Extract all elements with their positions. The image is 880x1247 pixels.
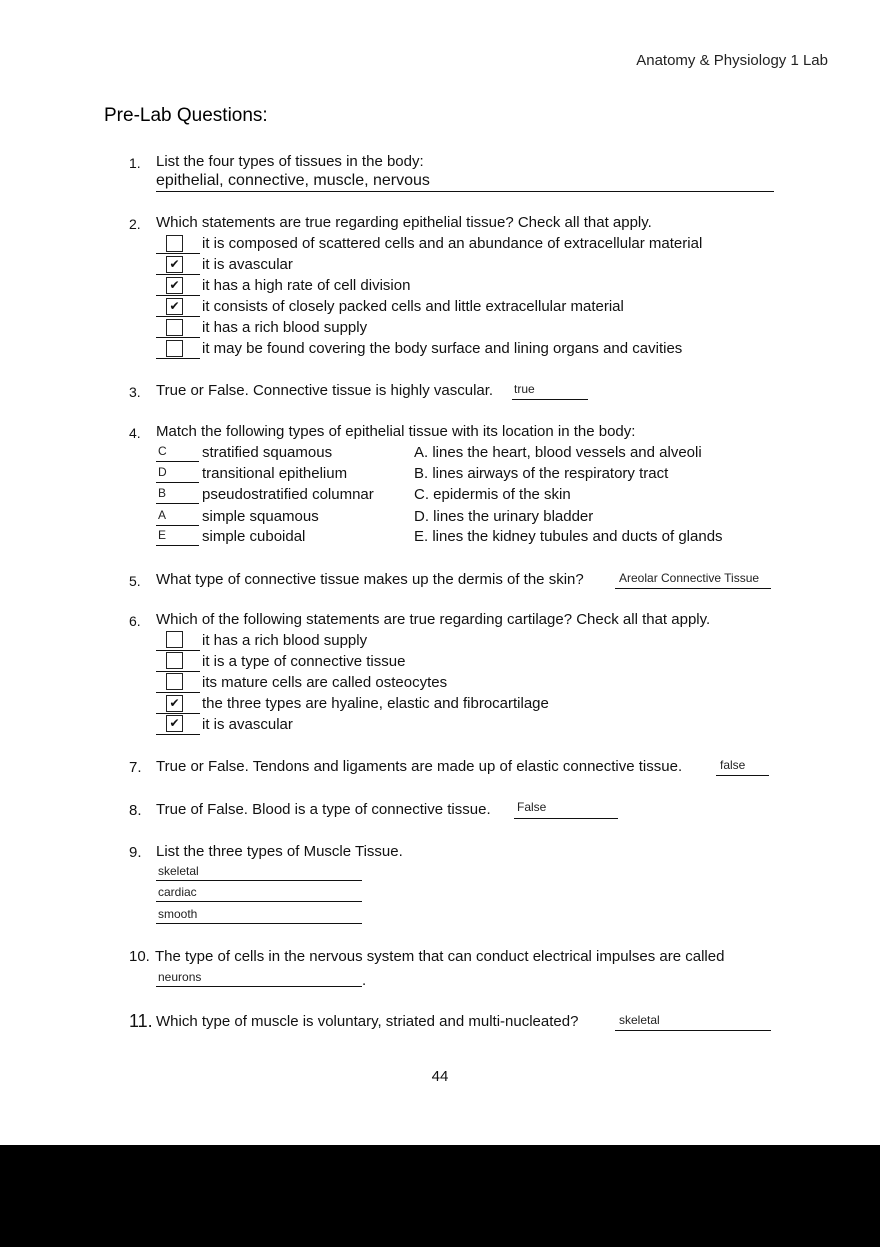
answer-q7[interactable]: false: [720, 758, 746, 772]
answer-line: [156, 482, 199, 483]
question-number: 11.: [129, 1011, 153, 1031]
answer-line: [156, 650, 200, 651]
checkbox[interactable]: [166, 235, 183, 252]
question-number: 10.: [129, 948, 150, 965]
match-answer[interactable]: D: [158, 465, 167, 479]
answer-q8[interactable]: False: [517, 800, 547, 814]
checkbox[interactable]: [166, 340, 183, 357]
answer-q9-3[interactable]: smooth: [158, 907, 198, 921]
question-number: 4.: [129, 425, 141, 441]
question-text: Which type of muscle is voluntary, striated and multi-nucleated?: [156, 1013, 579, 1030]
question-text: Which of the following statements are true regarding cartilage? Check all that apply.: [156, 611, 711, 628]
answer-line: [156, 503, 199, 504]
option-text: it has a high rate of cell division: [202, 277, 411, 294]
option-text: it is a type of connective tissue: [202, 653, 406, 670]
match-answer[interactable]: B: [158, 486, 167, 500]
checkbox[interactable]: [166, 319, 183, 336]
question-number: 9.: [129, 844, 142, 861]
answer-line: [156, 358, 200, 359]
question-text: What type of connective tissue makes up the dermis of the skin?: [156, 571, 584, 588]
match-term: simple cuboidal: [202, 528, 306, 545]
question-text: The type of cells in the nervous system that can conduct electrical impulses are called: [155, 948, 725, 965]
option-text: it is avascular: [202, 256, 293, 273]
answer-line: [156, 880, 362, 881]
checkbox[interactable]: ✔: [166, 277, 183, 294]
checkbox[interactable]: [166, 652, 183, 669]
match-term: simple squamous: [202, 508, 319, 525]
answer-line: [156, 253, 200, 254]
answer-line: [615, 588, 771, 589]
option-text: it may be found covering the body surface and lining organs and cavities: [202, 340, 683, 357]
question-text: True or False. Tendons and ligaments are made up of elastic connective tissue.: [156, 758, 683, 775]
option-text: the three types are hyaline, elastic and fibrocartilage: [202, 695, 549, 712]
match-location: B. lines airways of the respiratory tract: [414, 465, 669, 482]
checkbox[interactable]: [166, 673, 183, 690]
checkbox[interactable]: ✔: [166, 715, 183, 732]
question-number: 1.: [129, 155, 141, 171]
answer-q9-2[interactable]: cardiac: [158, 885, 197, 899]
answer-line: [514, 818, 618, 819]
answer-line: [716, 775, 769, 776]
option-text: its mature cells are called osteocytes: [202, 674, 448, 691]
checkbox[interactable]: ✔: [166, 298, 183, 315]
answer-q9-1[interactable]: skeletal: [158, 864, 199, 878]
match-location: D. lines the urinary bladder: [414, 508, 594, 525]
question-number: 3.: [129, 384, 141, 400]
answer-line: [156, 734, 200, 735]
question-text: List the four types of tissues in the body:: [156, 153, 424, 170]
question-number: 8.: [129, 802, 142, 819]
page-number: 44: [431, 1068, 449, 1085]
answer-line: [156, 274, 200, 275]
answer-line: [156, 337, 200, 338]
page-title: Pre-Lab Questions:: [104, 105, 268, 126]
checkbox[interactable]: ✔: [166, 256, 183, 273]
answer-q10[interactable]: neurons: [158, 970, 202, 984]
answer-q1[interactable]: epithelial, connective, muscle, nervous: [156, 172, 430, 189]
match-location: A. lines the heart, blood vessels and alveoli: [414, 444, 702, 461]
answer-line: [156, 191, 774, 192]
match-location: E. lines the kidney tubules and ducts of glands: [414, 528, 723, 545]
answer-line: [156, 713, 200, 714]
match-term: stratified squamous: [202, 444, 333, 461]
answer-line: [156, 461, 199, 462]
question-number: 2.: [129, 216, 141, 232]
answer-line: [156, 986, 362, 987]
answer-line: [156, 545, 199, 546]
answer-line: [156, 316, 200, 317]
match-answer[interactable]: C: [158, 444, 167, 458]
answer-line: [512, 399, 588, 400]
question-text: True of False. Blood is a type of connective tissue.: [156, 801, 491, 818]
answer-line: [156, 901, 362, 902]
question-number: 6.: [129, 613, 141, 629]
option-text: it consists of closely packed cells and little extracellular material: [202, 298, 624, 315]
answer-line: [615, 1030, 771, 1031]
option-text: it has a rich blood supply: [202, 319, 368, 336]
question-text: List the three types of Muscle Tissue.: [156, 843, 403, 860]
match-location: C. epidermis of the skin: [414, 486, 571, 503]
option-text: it is composed of scattered cells and an abundance of extracellular material: [202, 235, 703, 252]
question-number: 5.: [129, 573, 141, 589]
answer-line: [156, 692, 200, 693]
match-answer[interactable]: A: [158, 508, 167, 522]
running-header: Anatomy & Physiology 1 Lab: [636, 52, 828, 69]
question-text: Match the following types of epithelial tissue with its location in the body:: [156, 423, 636, 440]
match-answer[interactable]: E: [158, 528, 167, 542]
answer-line: [156, 923, 362, 924]
question-text: True or False. Connective tissue is highly vascular.: [156, 382, 494, 399]
checkbox[interactable]: ✔: [166, 695, 183, 712]
period: .: [362, 972, 367, 989]
question-number: 7.: [129, 759, 142, 776]
answer-q3[interactable]: true: [514, 382, 535, 396]
option-text: it has a rich blood supply: [202, 632, 368, 649]
answer-q5[interactable]: Areolar Connective Tissue: [619, 571, 760, 585]
answer-line: [156, 295, 200, 296]
answer-q11[interactable]: skeletal: [619, 1013, 660, 1027]
answer-line: [156, 671, 200, 672]
question-text: Which statements are true regarding epithelial tissue? Check all that apply.: [156, 214, 652, 231]
match-term: pseudostratified columnar: [202, 486, 374, 503]
match-term: transitional epithelium: [202, 465, 348, 482]
checkbox[interactable]: [166, 631, 183, 648]
answer-line: [156, 525, 199, 526]
option-text: it is avascular: [202, 716, 293, 733]
